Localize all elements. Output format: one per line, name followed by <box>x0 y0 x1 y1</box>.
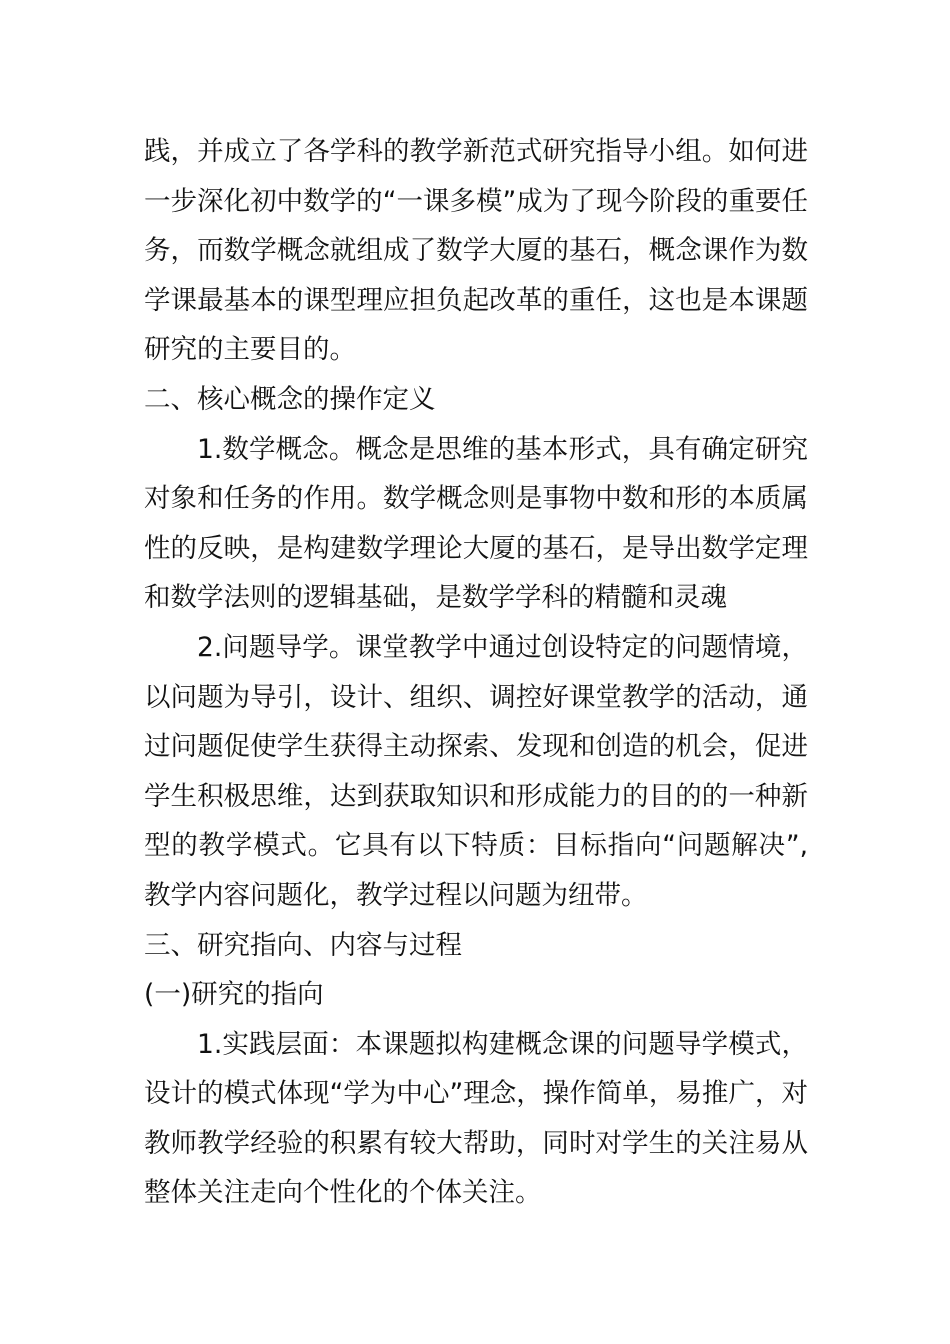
paragraph-intro-continuation: 践，并成立了各学科的教学新范式研究指导小组。如何进一步深化初中数学的“一课多模”成为了现今阶段的重要任务，而数学概念就组成了数学大厦的基石，概念课作为数学课最基本的课型理应担负起改革的重任，这也是本课题研究的主要目的。 <box>144 136 808 366</box>
document-body <box>144 127 808 1218</box>
subsection-heading-1: (一)研究的指向 <box>144 979 324 1011</box>
paragraph-math-concept: 1.数学概念。概念是思维的基本形式，具有确定研究对象和任务的作用。数学概念则是事物中数和形的本质属性的反映，是构建数学理论大厦的基石，是导出数学定理和数学法则的逻辑基础，是数学学科的精髓和灵魂 <box>144 433 808 614</box>
paragraph-practice-level: 1.实践层面：本课题拟构建概念课的问题导学模式，设计的模式体现“学为中心”理念，操作简单，易推广，对教师教学经验的积累有较大帮助，同时对学生的关注易从整体关注走向个性化的个体关注。 <box>144 1028 808 1209</box>
section-heading-3: 三、研究指向、内容与过程 <box>144 929 462 961</box>
paragraph-problem-guided: 2.问题导学。课堂教学中通过创设特定的问题情境，以问题为导引，设计、组织、调控好课堂教学的活动，通过问题促使学生获得主动探索、发现和创造的机会，促进学生积极思维，达到获取知识和形成能力的目的的一种新型的教学模式。它具有以下特质：目标指向“问题解决”,教学内容问题化，教学过程以问题为纽带。 <box>144 631 808 911</box>
section-heading-2: 二、核心概念的操作定义 <box>144 383 436 415</box>
